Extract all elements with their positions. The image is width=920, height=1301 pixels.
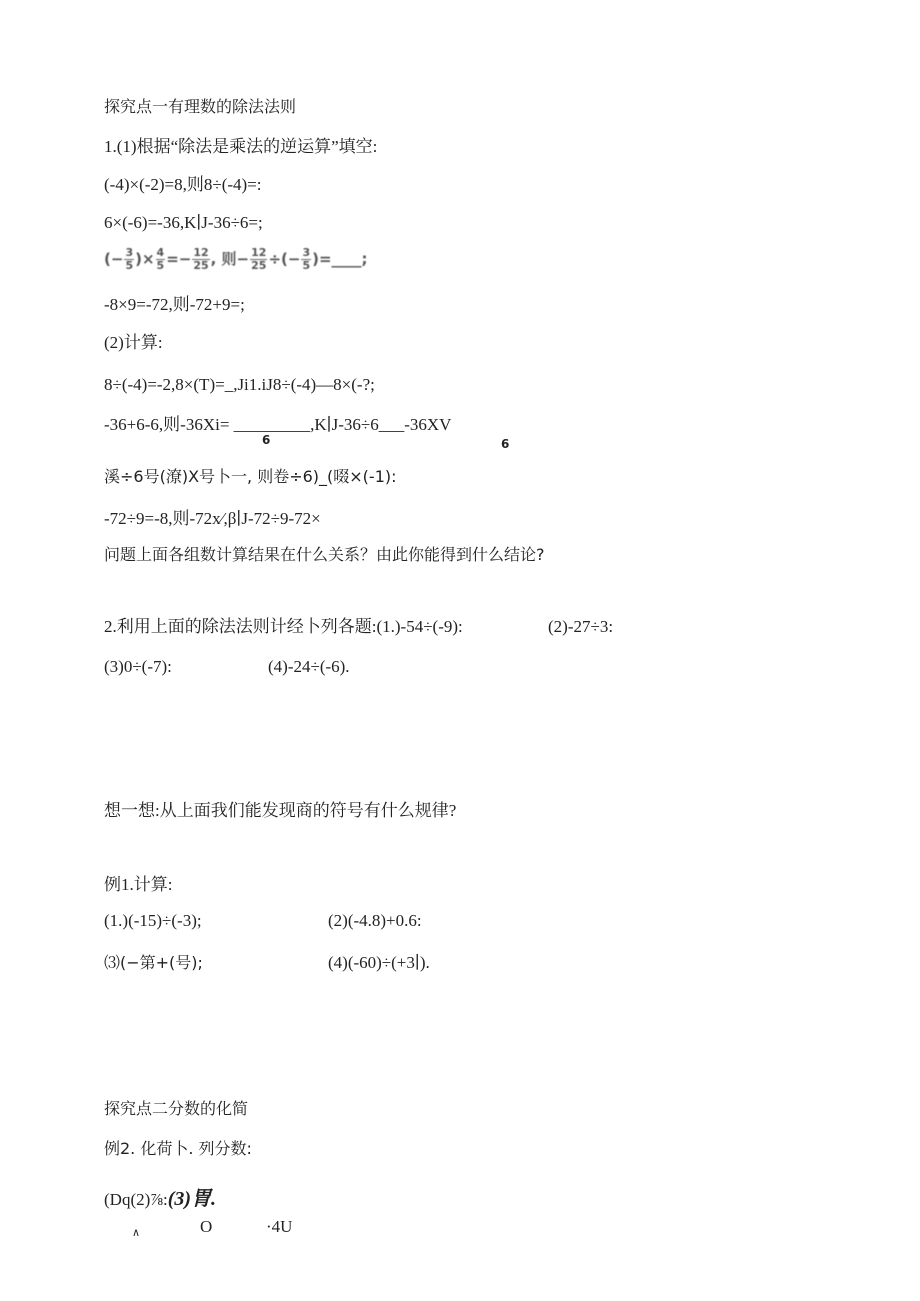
fraction-5 — [301, 247, 311, 272]
calc-line-f-subscript-1: 6 — [262, 433, 271, 447]
question-line: 问题上面各组数计算结果在什么关系？由此你能得到什么结论? — [104, 545, 545, 564]
fraction-1-den: 5 — [125, 259, 134, 272]
example2-fragment-3: ·4U — [266, 1217, 293, 1236]
fill-line-c-fractions — [104, 244, 368, 274]
q1-intro: 1.(1)根据“除法是乘法的逆运算”填空: — [104, 137, 378, 156]
calc-line-e: 8÷(-4)=-2,8×(T)=_,Ji1.iJ8÷(-4)—8×(-?; — [104, 375, 375, 394]
example2-fragment-2: O — [200, 1217, 213, 1236]
fraction-1-num: 3 — [125, 246, 134, 259]
fraction-3-num: 12 — [193, 246, 209, 259]
paren-open-1: (− — [104, 250, 124, 268]
calc-line-g: 溪÷6号(潦)X号卜一, 则卷÷6)_(啜×(-1): — [104, 467, 397, 486]
section2-title: 探究点二分数的化简 — [104, 1099, 249, 1118]
fraction-3-den: 25 — [193, 259, 209, 272]
calc-line-f-subscript-2: 6 — [501, 437, 510, 451]
then-minus: , 则− — [210, 250, 250, 268]
fraction-4-num: 12 — [251, 246, 267, 259]
divide-paren: ÷(− — [268, 250, 301, 268]
fraction-5-den: 5 — [302, 259, 311, 272]
paren-close-times: )× — [135, 250, 155, 268]
fraction-2 — [156, 247, 166, 272]
example2-title: 例2. 化荷卜. 列分数: — [104, 1139, 252, 1158]
q2-item-2: (2)-27÷3: — [548, 617, 614, 636]
example2-parts-1-2: (Dq(2)⅞: — [104, 1190, 168, 1209]
calc-line-f: -36+6-6,则-36Xi= _________,K∣J-36÷6___-36XV — [104, 415, 452, 434]
fraction-2-num: 4 — [156, 246, 165, 259]
example2-part-3: (3)胃. — [167, 1188, 217, 1210]
q2-line-1: 2.利用上面的除法法则计经卜列各题:(1.)-54÷(-9): — [104, 617, 463, 636]
example2-fragment-1: ∧ — [132, 1227, 141, 1239]
think-line: 想一想:从上面我们能发现商的符号有什么规律? — [104, 801, 457, 820]
example1-item-2: (2)(-4.8)+0.6: — [328, 911, 422, 930]
example1-item-1: (1.)(-15)÷(-3); — [104, 911, 202, 930]
example1-item-4: (4)(-60)÷(+3∣). — [328, 953, 430, 972]
fill-line-a: (-4)×(-2)=8,则8÷(-4)=: — [104, 175, 262, 194]
fraction-1 — [124, 247, 134, 272]
fill-line-b: 6×(-6)=-36,K∣J-36÷6=; — [104, 213, 263, 232]
fraction-4-den: 25 — [251, 259, 267, 272]
q2-item-3: (3)0÷(-7): — [104, 657, 172, 676]
q1-part2: (2)计算: — [104, 333, 163, 352]
example1-title: 例1.计算: — [104, 875, 173, 894]
fill-line-d: -8×9=-72,则-72+9=; — [104, 295, 245, 314]
example2-line-a — [104, 1188, 216, 1211]
equals-minus: =− — [166, 250, 192, 268]
fraction-2-den: 5 — [156, 259, 165, 272]
calc-line-h: -72÷9=-8,则-72x⁄,β∣J-72÷9-72× — [104, 509, 321, 528]
fraction-4 — [250, 247, 267, 272]
fraction-5-num: 3 — [302, 246, 311, 259]
example1-item-3: ⑶(−第+(号); — [104, 953, 203, 972]
paren-close-blank: )=____; — [312, 250, 368, 268]
section1-title: 探究点一有理数的除法法则 — [104, 97, 297, 116]
q2-item-4: (4)-24÷(-6). — [268, 657, 350, 676]
fraction-3 — [192, 247, 209, 272]
